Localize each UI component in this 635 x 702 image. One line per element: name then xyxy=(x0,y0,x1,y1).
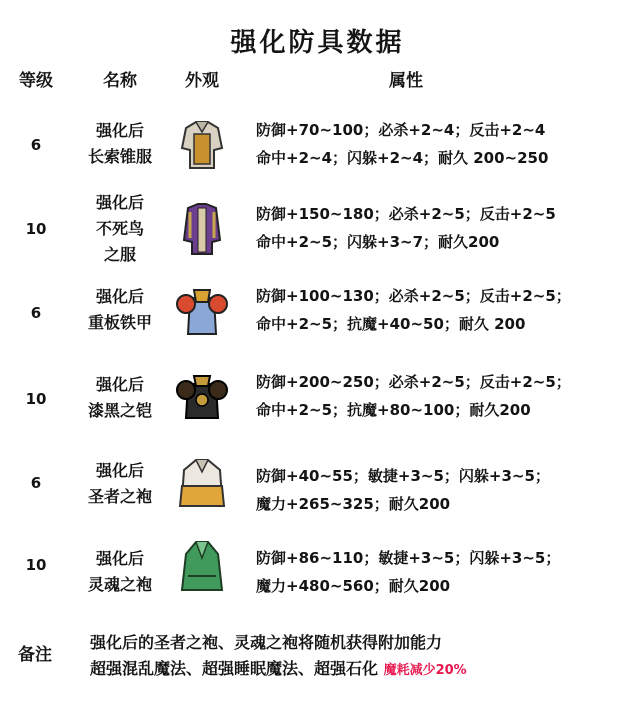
soul-robe-icon xyxy=(172,536,232,596)
note-label: 备注 xyxy=(18,645,52,665)
header-name: 名称 xyxy=(103,71,137,91)
row-name: 强化后 不死鸟 之服 xyxy=(95,193,144,264)
row-attributes: 防御+70~100；必杀+2~4；反击+2~4 命中+2~4；闪躲+2~4；耐久 200~250 xyxy=(256,121,549,167)
row-attributes: 防御+150~180；必杀+2~5；反击+2~5 命中+2~5；闪躲+3~7；耐久200 xyxy=(256,205,556,251)
phoenix-robe-icon xyxy=(172,198,232,258)
saint-robe-icon xyxy=(172,452,232,512)
row-name: 强化后 重板铁甲 xyxy=(87,287,152,332)
row-level: 6 xyxy=(30,304,42,322)
row-attributes: 防御+86~110；敏捷+3~5；闪躲+3~5； 魔力+480~560；耐久200 xyxy=(256,549,561,595)
note-line-2: 超强混乱魔法、超强睡眠魔法、超强石化 魔耗减少20% xyxy=(90,659,467,678)
row-level: 10 xyxy=(25,390,47,408)
black-armor-icon xyxy=(172,368,232,428)
row-name: 强化后 圣者之袍 xyxy=(87,461,152,506)
row-name: 强化后 漆黑之铠 xyxy=(87,375,152,420)
row-attributes: 防御+40~55；敏捷+3~5；闪躲+3~5； 魔力+265~325；耐久200 xyxy=(256,467,550,513)
note-highlight: 魔耗减少20% xyxy=(383,663,467,678)
row-level: 6 xyxy=(30,136,42,154)
row-attributes: 防御+100~130；必杀+2~5；反击+2~5； 命中+2~5；抗魔+40~50；耐久 200 xyxy=(256,287,571,333)
note-line-1: 强化后的圣者之袍、灵魂之袍将随机获得附加能力 xyxy=(90,633,443,652)
row-name: 强化后 灵魂之袍 xyxy=(87,549,152,594)
row-level: 10 xyxy=(25,220,47,238)
page-title: 强化防具数据 xyxy=(230,28,405,58)
row-name: 强化后 长索锥服 xyxy=(87,121,152,166)
row-level: 10 xyxy=(25,556,47,574)
leather-armor-icon xyxy=(172,114,232,174)
header-level: 等级 xyxy=(19,71,53,91)
heavy-plate-armor-icon xyxy=(172,282,232,342)
row-attributes: 防御+200~250；必杀+2~5；反击+2~5； 命中+2~5；抗魔+80~100；耐久200 xyxy=(256,373,571,419)
header-attributes: 属性 xyxy=(389,71,423,91)
row-level: 6 xyxy=(30,474,42,492)
header-look: 外观 xyxy=(185,71,219,91)
